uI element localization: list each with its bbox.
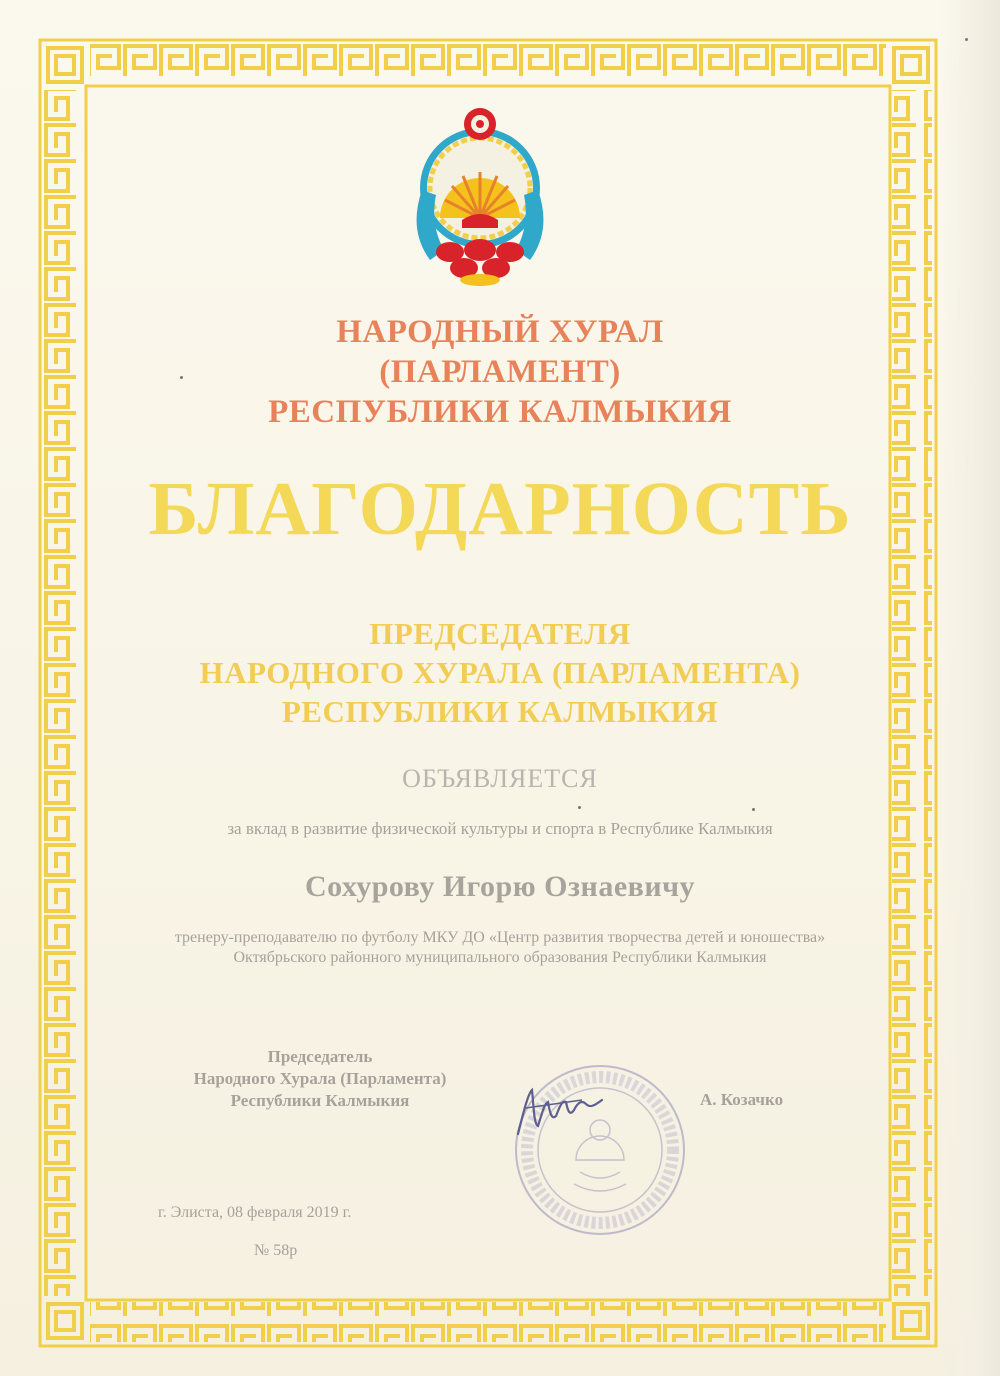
position-line-2: Октябрьского районного муниципального образования Республики Калмыкия — [233, 949, 767, 966]
handwritten-signature — [512, 1080, 612, 1140]
paper-speck — [752, 808, 755, 811]
signatory-title-line-3: Республики Калмыкия — [230, 1091, 410, 1110]
signatory-title-line-1: Председатель — [267, 1047, 373, 1066]
recipient-position — [0, 928, 1000, 968]
organization-line-2: (ПАРЛАМЕНТ) — [379, 354, 621, 390]
chairman-heading — [0, 614, 1000, 731]
paper-speck — [965, 38, 968, 41]
signatory-title — [130, 1046, 510, 1112]
position-line-1: тренеру-преподавателю по футболу МКУ ДО «Центр развития творчества детей и юношества» — [174, 929, 826, 946]
chairman-line-3: РЕСПУБЛИКИ КАЛМЫКИЯ — [281, 694, 719, 729]
certificate-title: БЛАГОДАРНОСТЬ — [148, 467, 852, 551]
announced-label: ОБЪЯВЛЯЕТСЯ — [402, 764, 598, 793]
organization-name — [0, 312, 1000, 432]
signatory-title-line-2: Народного Хурала (Парламента) — [193, 1069, 447, 1088]
signatory-name: А. Козачко — [700, 1090, 784, 1109]
recipient-name: Сохурову Игорю Ознаевичу — [304, 870, 696, 903]
chairman-line-2: НАРОДНОГО ХУРАЛА (ПАРЛАМЕНТА) — [199, 655, 801, 690]
award-reason: за вклад в развитие физической культуры и спорта в Республике Калмыкия — [227, 819, 773, 838]
chairman-line-1: ПРЕДСЕДАТЕЛЯ — [369, 616, 631, 651]
paper-speck — [578, 806, 581, 809]
document-number: № 58р — [254, 1242, 298, 1259]
place-and-date: г. Элиста, 08 февраля 2019 г. — [158, 1204, 352, 1221]
paper-speck — [180, 376, 183, 379]
kalmykia-emblem — [400, 100, 560, 290]
organization-line-3: РЕСПУБЛИКИ КАЛМЫКИЯ — [268, 394, 732, 430]
organization-line-1: НАРОДНЫЙ ХУРАЛ — [336, 314, 664, 350]
